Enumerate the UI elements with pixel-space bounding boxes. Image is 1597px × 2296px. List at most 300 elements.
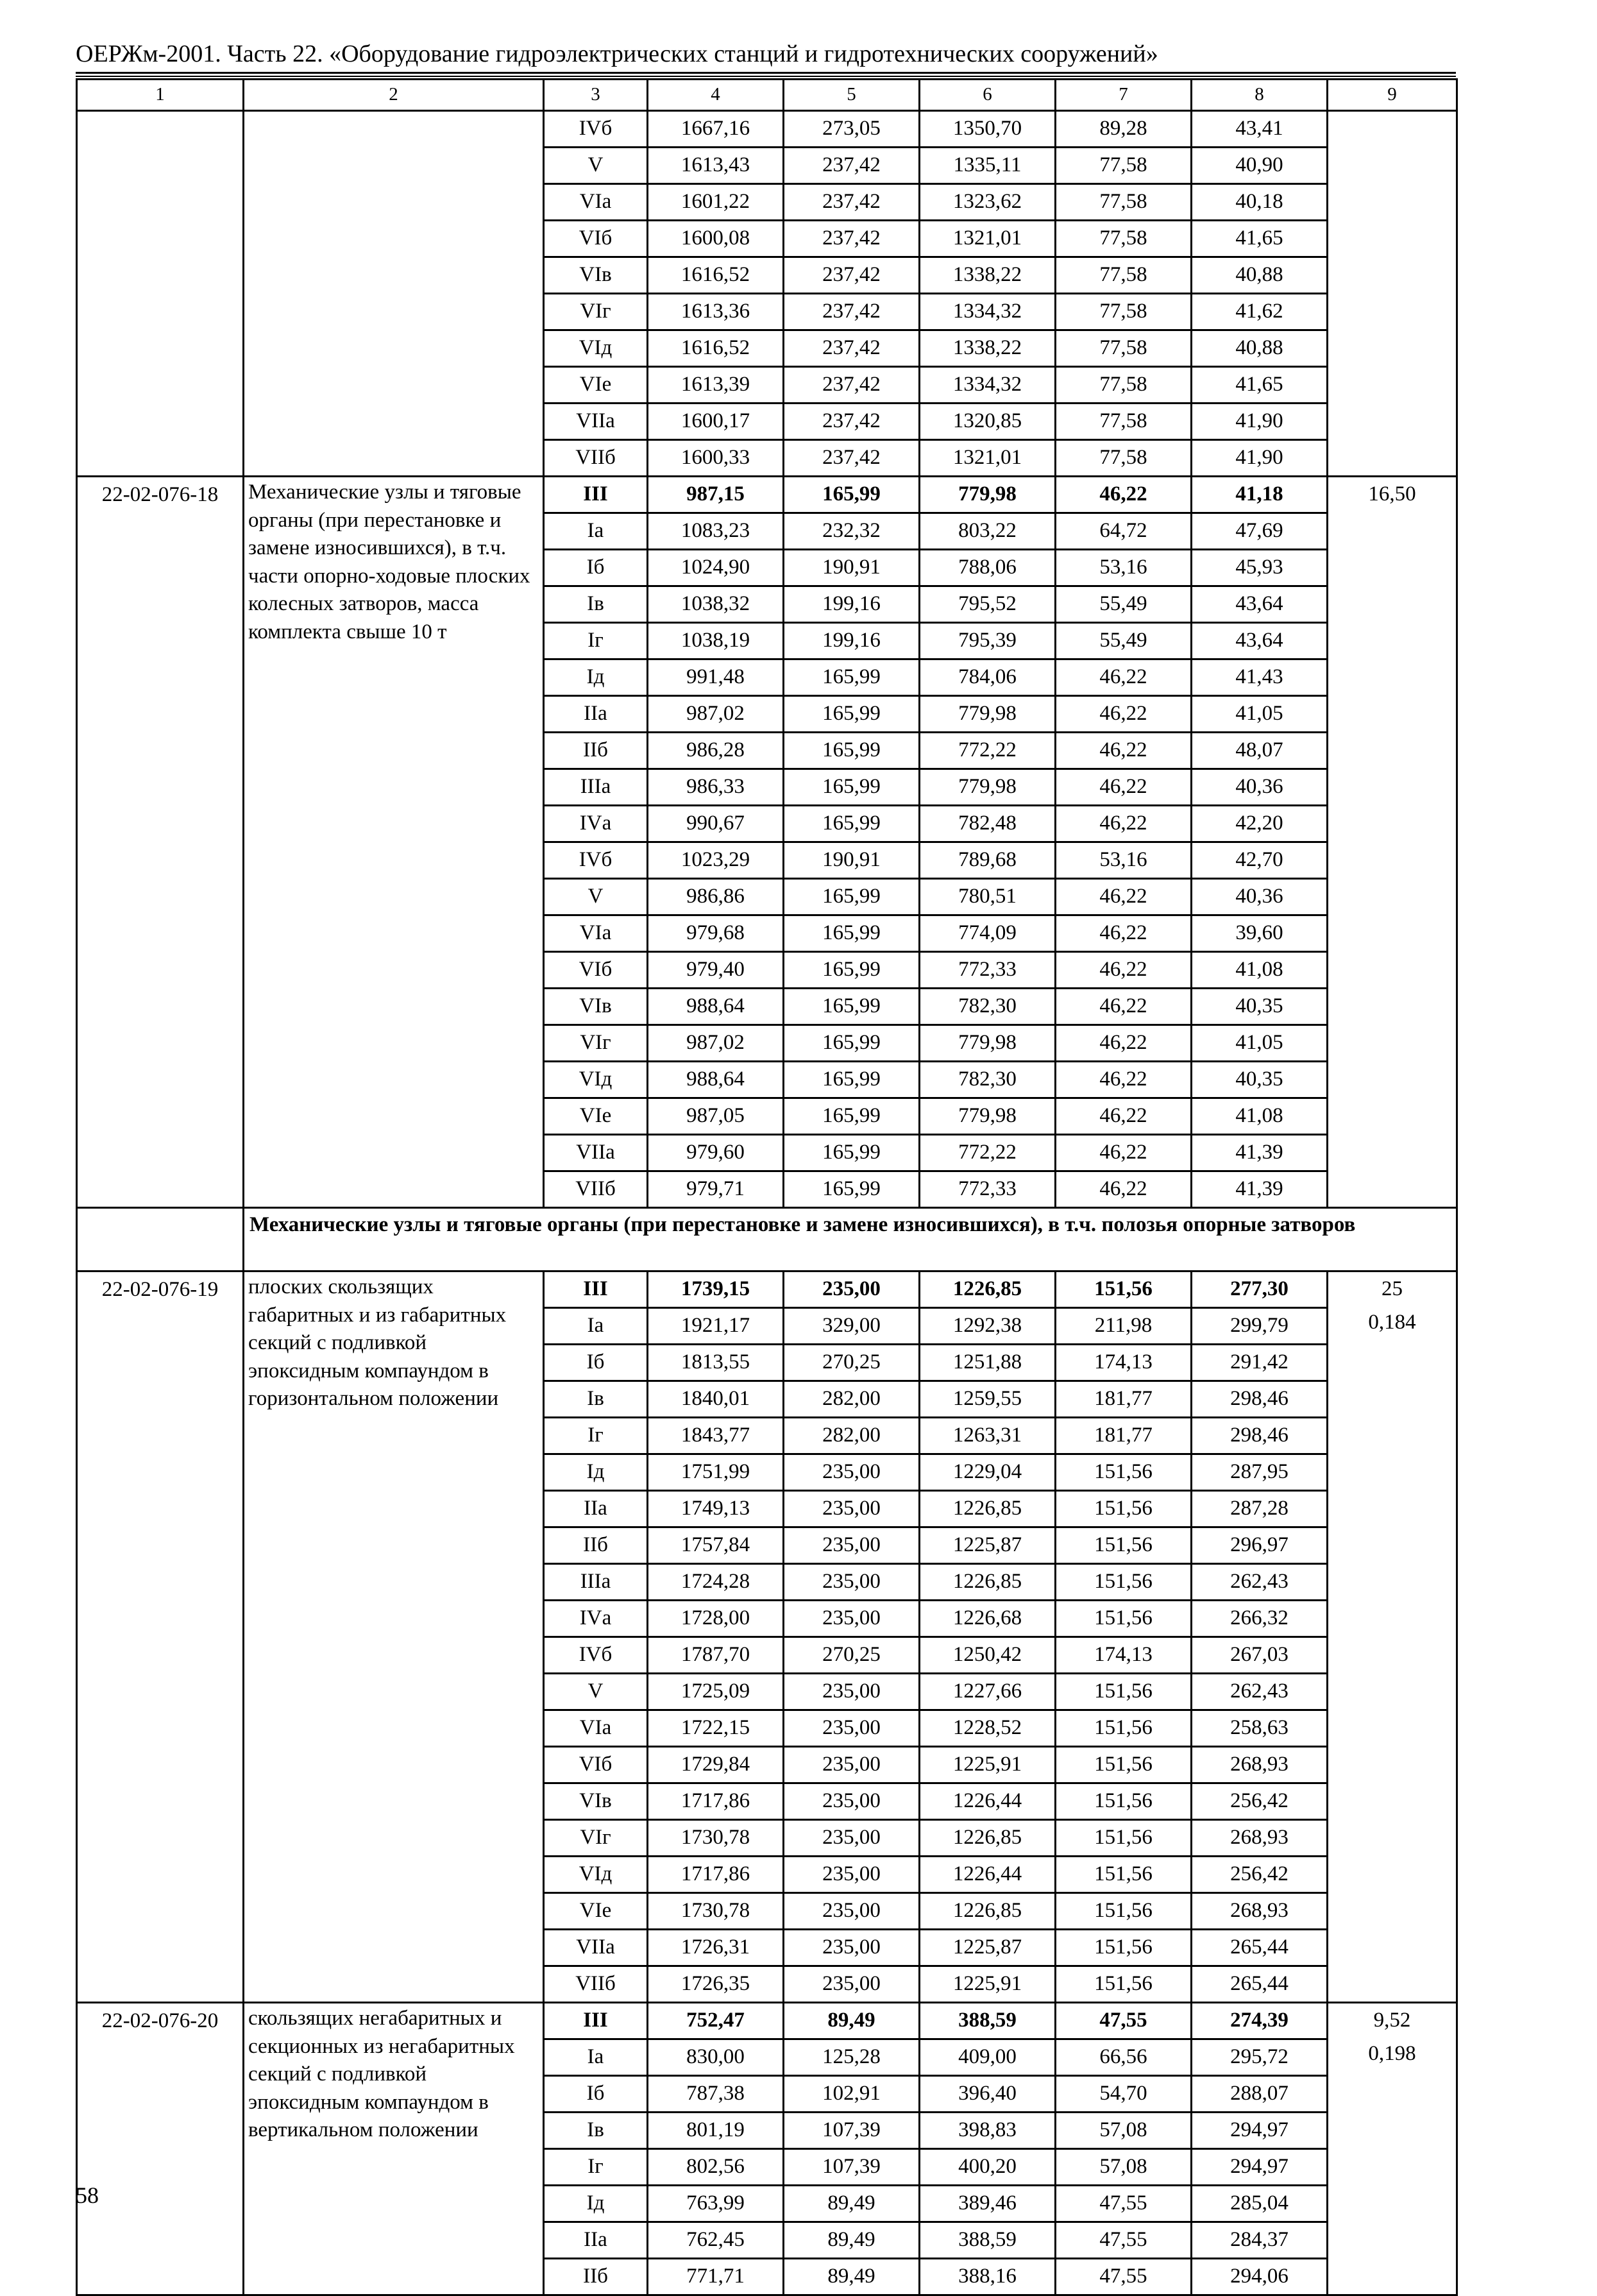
territorial-category: IVб bbox=[544, 842, 648, 879]
value-cell: 151,56 bbox=[1056, 1271, 1192, 1308]
value-cell: 396,40 bbox=[920, 2076, 1056, 2113]
value-cell: 47,69 bbox=[1192, 513, 1328, 550]
territorial-category: Iд bbox=[544, 2186, 648, 2222]
value-cell: 47,55 bbox=[1056, 2003, 1192, 2039]
value-cell: 77,58 bbox=[1056, 184, 1192, 221]
value-cell: 772,33 bbox=[920, 1171, 1056, 1208]
value-cell: 151,56 bbox=[1056, 1527, 1192, 1564]
col9-cell bbox=[1328, 1271, 1457, 2003]
territorial-category: VIIб bbox=[544, 1171, 648, 1208]
value-cell: 47,55 bbox=[1056, 2222, 1192, 2259]
value-cell: 151,56 bbox=[1056, 1747, 1192, 1783]
value-cell: 1083,23 bbox=[648, 513, 784, 550]
territorial-category: VIд bbox=[544, 1062, 648, 1098]
value-cell: 1613,39 bbox=[648, 367, 784, 404]
value-cell: 165,99 bbox=[784, 915, 920, 952]
value-cell: 151,56 bbox=[1056, 1710, 1192, 1747]
value-cell: 46,22 bbox=[1056, 915, 1192, 952]
value-cell: 151,56 bbox=[1056, 1491, 1192, 1527]
value-cell: 55,49 bbox=[1056, 623, 1192, 659]
value-cell: 151,56 bbox=[1056, 1966, 1192, 2003]
territorial-category: IVа bbox=[544, 1601, 648, 1637]
column-number: 2 bbox=[244, 80, 544, 111]
value-cell: 1751,99 bbox=[648, 1454, 784, 1491]
territorial-category: IVб bbox=[544, 111, 648, 148]
value-cell: 1225,91 bbox=[920, 1966, 1056, 2003]
value-cell: 46,22 bbox=[1056, 477, 1192, 513]
value-cell: 66,56 bbox=[1056, 2039, 1192, 2076]
value-cell: 1726,35 bbox=[648, 1966, 784, 2003]
value-cell: 270,25 bbox=[784, 1637, 920, 1674]
value-cell: 273,05 bbox=[784, 111, 920, 148]
value-cell: 1225,87 bbox=[920, 1527, 1056, 1564]
territorial-category: III bbox=[544, 2003, 648, 2039]
value-cell: 151,56 bbox=[1056, 1601, 1192, 1637]
value-cell: 987,02 bbox=[648, 696, 784, 733]
page-number: 58 bbox=[76, 2182, 99, 2208]
value-cell: 830,00 bbox=[648, 2039, 784, 2076]
value-cell: 1724,28 bbox=[648, 1564, 784, 1601]
value-cell: 987,05 bbox=[648, 1098, 784, 1135]
territorial-category: IVа bbox=[544, 806, 648, 842]
column-number: 9 bbox=[1328, 80, 1457, 111]
value-cell: 165,99 bbox=[784, 989, 920, 1025]
table-row bbox=[77, 111, 1457, 148]
value-cell: 258,63 bbox=[1192, 1710, 1328, 1747]
value-cell: 46,22 bbox=[1056, 1171, 1192, 1208]
value-cell: 1334,32 bbox=[920, 367, 1056, 404]
value-cell: 107,39 bbox=[784, 2113, 920, 2149]
value-cell: 47,55 bbox=[1056, 2259, 1192, 2295]
value-cell: 298,46 bbox=[1192, 1381, 1328, 1418]
value-cell: 1227,66 bbox=[920, 1674, 1056, 1710]
table-row bbox=[77, 477, 1457, 513]
value-cell: 237,42 bbox=[784, 221, 920, 257]
value-cell: 266,32 bbox=[1192, 1601, 1328, 1637]
value-cell: 1226,85 bbox=[920, 1893, 1056, 1930]
value-cell: 329,00 bbox=[784, 1308, 920, 1345]
value-cell: 40,35 bbox=[1192, 1062, 1328, 1098]
column-number: 5 bbox=[784, 80, 920, 111]
value-cell: 782,48 bbox=[920, 806, 1056, 842]
value-cell: 291,42 bbox=[1192, 1345, 1328, 1381]
value-cell: 151,56 bbox=[1056, 1857, 1192, 1893]
value-cell: 1292,38 bbox=[920, 1308, 1056, 1345]
territorial-category: VIе bbox=[544, 1893, 648, 1930]
value-cell: 388,59 bbox=[920, 2222, 1056, 2259]
value-cell: 77,58 bbox=[1056, 440, 1192, 477]
value-cell: 47,55 bbox=[1056, 2186, 1192, 2222]
value-cell: 986,33 bbox=[648, 769, 784, 806]
value-cell: 165,99 bbox=[784, 1062, 920, 1098]
territorial-category: VIг bbox=[544, 294, 648, 330]
column-number: 6 bbox=[920, 80, 1056, 111]
value-cell: 107,39 bbox=[784, 2149, 920, 2186]
value-cell: 1728,00 bbox=[648, 1601, 784, 1637]
col9-value: 16,50 bbox=[1368, 482, 1416, 506]
value-cell: 1787,70 bbox=[648, 1637, 784, 1674]
column-number: 1 bbox=[77, 80, 244, 111]
territorial-category: VIа bbox=[544, 184, 648, 221]
value-cell: 779,98 bbox=[920, 1025, 1056, 1062]
value-cell: 43,64 bbox=[1192, 623, 1328, 659]
territorial-category: V bbox=[544, 148, 648, 184]
value-cell: 772,22 bbox=[920, 733, 1056, 769]
territorial-category: III bbox=[544, 1271, 648, 1308]
value-cell: 285,04 bbox=[1192, 2186, 1328, 2222]
value-cell: 46,22 bbox=[1056, 952, 1192, 989]
value-cell: 46,22 bbox=[1056, 989, 1192, 1025]
table-row bbox=[77, 2003, 1457, 2039]
value-cell: 1250,42 bbox=[920, 1637, 1056, 1674]
value-cell: 991,48 bbox=[648, 659, 784, 696]
value-cell: 1259,55 bbox=[920, 1381, 1056, 1418]
rate-code bbox=[77, 111, 244, 477]
value-cell: 77,58 bbox=[1056, 221, 1192, 257]
value-cell: 165,99 bbox=[784, 696, 920, 733]
column-number: 4 bbox=[648, 80, 784, 111]
value-cell: 1616,52 bbox=[648, 257, 784, 294]
value-cell: 988,64 bbox=[648, 989, 784, 1025]
value-cell: 46,22 bbox=[1056, 659, 1192, 696]
value-cell: 1730,78 bbox=[648, 1820, 784, 1857]
value-cell: 41,08 bbox=[1192, 952, 1328, 989]
value-cell: 979,71 bbox=[648, 1171, 784, 1208]
value-cell: 803,22 bbox=[920, 513, 1056, 550]
value-cell: 165,99 bbox=[784, 477, 920, 513]
value-cell: 990,67 bbox=[648, 806, 784, 842]
value-cell: 43,64 bbox=[1192, 586, 1328, 623]
value-cell: 1321,01 bbox=[920, 440, 1056, 477]
value-cell: 42,70 bbox=[1192, 842, 1328, 879]
territorial-category: IIб bbox=[544, 2259, 648, 2295]
value-cell: 1226,85 bbox=[920, 1820, 1056, 1857]
value-cell: 102,91 bbox=[784, 2076, 920, 2113]
value-cell: 190,91 bbox=[784, 842, 920, 879]
value-cell: 89,49 bbox=[784, 2003, 920, 2039]
value-cell: 988,64 bbox=[648, 1062, 784, 1098]
value-cell: 54,70 bbox=[1056, 2076, 1192, 2113]
value-cell: 795,39 bbox=[920, 623, 1056, 659]
value-cell: 262,43 bbox=[1192, 1674, 1328, 1710]
value-cell: 235,00 bbox=[784, 1783, 920, 1820]
value-cell: 1226,44 bbox=[920, 1783, 1056, 1820]
value-cell: 1717,86 bbox=[648, 1783, 784, 1820]
value-cell: 235,00 bbox=[784, 1710, 920, 1747]
value-cell: 772,33 bbox=[920, 952, 1056, 989]
territorial-category: Iв bbox=[544, 586, 648, 623]
value-cell: 1251,88 bbox=[920, 1345, 1056, 1381]
value-cell: 235,00 bbox=[784, 1271, 920, 1308]
territorial-category: V bbox=[544, 879, 648, 915]
value-cell: 165,99 bbox=[784, 733, 920, 769]
territorial-category: Iв bbox=[544, 1381, 648, 1418]
value-cell: 784,06 bbox=[920, 659, 1056, 696]
header-rule bbox=[76, 72, 1456, 74]
value-cell: 774,09 bbox=[920, 915, 1056, 952]
territorial-category: Iб bbox=[544, 1345, 648, 1381]
value-cell: 268,93 bbox=[1192, 1820, 1328, 1857]
territorial-category: IIIа bbox=[544, 1564, 648, 1601]
value-cell: 1350,70 bbox=[920, 111, 1056, 148]
value-cell: 1757,84 bbox=[648, 1527, 784, 1564]
value-cell: 1813,55 bbox=[648, 1345, 784, 1381]
value-cell: 46,22 bbox=[1056, 879, 1192, 915]
value-cell: 41,65 bbox=[1192, 221, 1328, 257]
column-number-row bbox=[77, 80, 1457, 111]
value-cell: 41,43 bbox=[1192, 659, 1328, 696]
territorial-category: VIIб bbox=[544, 440, 648, 477]
rate-code: 22-02-076-19 bbox=[77, 1271, 244, 2003]
value-cell: 235,00 bbox=[784, 1893, 920, 1930]
territorial-category: VIд bbox=[544, 330, 648, 367]
value-cell: 1225,87 bbox=[920, 1930, 1056, 1966]
value-cell: 1717,86 bbox=[648, 1857, 784, 1893]
value-cell: 1600,17 bbox=[648, 404, 784, 440]
value-cell: 151,56 bbox=[1056, 1820, 1192, 1857]
rates-table bbox=[76, 78, 1458, 2296]
value-cell: 780,51 bbox=[920, 879, 1056, 915]
value-cell: 41,05 bbox=[1192, 1025, 1328, 1062]
value-cell: 762,45 bbox=[648, 2222, 784, 2259]
value-cell: 1840,01 bbox=[648, 1381, 784, 1418]
col9-value: 25 bbox=[1382, 1277, 1403, 1300]
value-cell: 1726,31 bbox=[648, 1930, 784, 1966]
column-number: 7 bbox=[1056, 80, 1192, 111]
value-cell: 151,56 bbox=[1056, 1674, 1192, 1710]
value-cell: 40,88 bbox=[1192, 257, 1328, 294]
value-cell: 1613,36 bbox=[648, 294, 784, 330]
value-cell: 46,22 bbox=[1056, 1025, 1192, 1062]
value-cell: 237,42 bbox=[784, 330, 920, 367]
territorial-category: VIа bbox=[544, 1710, 648, 1747]
value-cell: 39,60 bbox=[1192, 915, 1328, 952]
value-cell: 151,56 bbox=[1056, 1893, 1192, 1930]
value-cell: 57,08 bbox=[1056, 2149, 1192, 2186]
value-cell: 235,00 bbox=[784, 1820, 920, 1857]
value-cell: 1921,17 bbox=[648, 1308, 784, 1345]
value-cell: 1334,32 bbox=[920, 294, 1056, 330]
value-cell: 795,52 bbox=[920, 586, 1056, 623]
value-cell: 1730,78 bbox=[648, 1893, 784, 1930]
value-cell: 779,98 bbox=[920, 477, 1056, 513]
value-cell: 1335,11 bbox=[920, 148, 1056, 184]
value-cell: 46,22 bbox=[1056, 806, 1192, 842]
value-cell: 165,99 bbox=[784, 1135, 920, 1171]
value-cell: 1667,16 bbox=[648, 111, 784, 148]
value-cell: 265,44 bbox=[1192, 1966, 1328, 2003]
value-cell: 1038,19 bbox=[648, 623, 784, 659]
value-cell: 295,72 bbox=[1192, 2039, 1328, 2076]
value-cell: 771,71 bbox=[648, 2259, 784, 2295]
value-cell: 277,30 bbox=[1192, 1271, 1328, 1308]
col9-cell bbox=[1328, 477, 1457, 1208]
value-cell: 64,72 bbox=[1056, 513, 1192, 550]
territorial-category: Iб bbox=[544, 550, 648, 586]
value-cell: 151,56 bbox=[1056, 1454, 1192, 1491]
value-cell: 41,08 bbox=[1192, 1098, 1328, 1135]
value-cell: 268,93 bbox=[1192, 1893, 1328, 1930]
value-cell: 1843,77 bbox=[648, 1418, 784, 1454]
table-row bbox=[77, 1271, 1457, 1308]
territorial-category: VIе bbox=[544, 367, 648, 404]
value-cell: 77,58 bbox=[1056, 294, 1192, 330]
value-cell: 256,42 bbox=[1192, 1857, 1328, 1893]
territorial-category: Iа bbox=[544, 1308, 648, 1345]
territorial-category: VIв bbox=[544, 257, 648, 294]
value-cell: 987,02 bbox=[648, 1025, 784, 1062]
value-cell: 43,41 bbox=[1192, 111, 1328, 148]
value-cell: 1323,62 bbox=[920, 184, 1056, 221]
territorial-category: IIб bbox=[544, 1527, 648, 1564]
value-cell: 262,43 bbox=[1192, 1564, 1328, 1601]
value-cell: 53,16 bbox=[1056, 842, 1192, 879]
value-cell: 294,97 bbox=[1192, 2113, 1328, 2149]
value-cell: 801,19 bbox=[648, 2113, 784, 2149]
value-cell: 235,00 bbox=[784, 1491, 920, 1527]
value-cell: 1226,85 bbox=[920, 1271, 1056, 1308]
value-cell: 1229,04 bbox=[920, 1454, 1056, 1491]
value-cell: 46,22 bbox=[1056, 1135, 1192, 1171]
value-cell: 388,16 bbox=[920, 2259, 1056, 2295]
value-cell: 46,22 bbox=[1056, 1062, 1192, 1098]
value-cell: 1600,33 bbox=[648, 440, 784, 477]
value-cell: 165,99 bbox=[784, 1098, 920, 1135]
value-cell: 294,97 bbox=[1192, 2149, 1328, 2186]
value-cell: 77,58 bbox=[1056, 367, 1192, 404]
rate-code: 22-02-076-20 bbox=[77, 2003, 244, 2295]
work-name: Механические узлы и тяговые органы (при перестановке и замене износившихся), в т.ч. части опорно-ходовые плоских колесных затворов, масса комплекта свыше 10 т bbox=[244, 477, 544, 1208]
column-number: 8 bbox=[1192, 80, 1328, 111]
value-cell: 284,37 bbox=[1192, 2222, 1328, 2259]
section-row bbox=[77, 1208, 1457, 1271]
value-cell: 40,36 bbox=[1192, 769, 1328, 806]
value-cell: 151,56 bbox=[1056, 1564, 1192, 1601]
value-cell: 125,28 bbox=[784, 2039, 920, 2076]
value-cell: 40,36 bbox=[1192, 879, 1328, 915]
territorial-category: Iг bbox=[544, 623, 648, 659]
territorial-category: Iа bbox=[544, 513, 648, 550]
territorial-category: VIв bbox=[544, 989, 648, 1025]
value-cell: 1613,43 bbox=[648, 148, 784, 184]
territorial-category: Iд bbox=[544, 1454, 648, 1491]
value-cell: 77,58 bbox=[1056, 404, 1192, 440]
value-cell: 165,99 bbox=[784, 806, 920, 842]
value-cell: 199,16 bbox=[784, 623, 920, 659]
value-cell: 151,56 bbox=[1056, 1783, 1192, 1820]
value-cell: 237,42 bbox=[784, 294, 920, 330]
value-cell: 46,22 bbox=[1056, 733, 1192, 769]
value-cell: 1321,01 bbox=[920, 221, 1056, 257]
value-cell: 237,42 bbox=[784, 440, 920, 477]
work-name bbox=[244, 111, 544, 477]
territorial-category: VIб bbox=[544, 221, 648, 257]
territorial-category: Iв bbox=[544, 2113, 648, 2149]
territorial-category: VIIа bbox=[544, 404, 648, 440]
value-cell: 282,00 bbox=[784, 1418, 920, 1454]
value-cell: 1338,22 bbox=[920, 257, 1056, 294]
value-cell: 256,42 bbox=[1192, 1783, 1328, 1820]
value-cell: 287,28 bbox=[1192, 1491, 1328, 1527]
value-cell: 41,65 bbox=[1192, 367, 1328, 404]
territorial-category: Iг bbox=[544, 2149, 648, 2186]
value-cell: 1263,31 bbox=[920, 1418, 1056, 1454]
value-cell: 235,00 bbox=[784, 1564, 920, 1601]
value-cell: 235,00 bbox=[784, 1857, 920, 1893]
value-cell: 296,97 bbox=[1192, 1527, 1328, 1564]
value-cell: 789,68 bbox=[920, 842, 1056, 879]
value-cell: 46,22 bbox=[1056, 769, 1192, 806]
value-cell: 41,05 bbox=[1192, 696, 1328, 733]
column-number: 3 bbox=[544, 80, 648, 111]
value-cell: 40,88 bbox=[1192, 330, 1328, 367]
value-cell: 1600,08 bbox=[648, 221, 784, 257]
value-cell: 298,46 bbox=[1192, 1418, 1328, 1454]
territorial-category: VIг bbox=[544, 1820, 648, 1857]
value-cell: 55,49 bbox=[1056, 586, 1192, 623]
value-cell: 235,00 bbox=[784, 1601, 920, 1637]
territorial-category: IIа bbox=[544, 696, 648, 733]
value-cell: 1038,32 bbox=[648, 586, 784, 623]
value-cell: 235,00 bbox=[784, 1454, 920, 1491]
territorial-category: VIв bbox=[544, 1783, 648, 1820]
value-cell: 388,59 bbox=[920, 2003, 1056, 2039]
territorial-category: IIа bbox=[544, 2222, 648, 2259]
value-cell: 1226,68 bbox=[920, 1601, 1056, 1637]
value-cell: 986,28 bbox=[648, 733, 784, 769]
value-cell: 282,00 bbox=[784, 1381, 920, 1418]
territorial-category: VIIб bbox=[544, 1966, 648, 2003]
col9-value: 0,198 bbox=[1368, 2042, 1416, 2065]
value-cell: 89,49 bbox=[784, 2259, 920, 2295]
col9-cell bbox=[1328, 2003, 1457, 2295]
value-cell: 782,30 bbox=[920, 1062, 1056, 1098]
work-name: скользящих негабаритных и секционных из негабаритных секций с подливкой эпоксидным компаундом в вертикальном положении bbox=[244, 2003, 544, 2295]
value-cell: 77,58 bbox=[1056, 330, 1192, 367]
value-cell: 779,98 bbox=[920, 1098, 1056, 1135]
territorial-category: Iд bbox=[544, 659, 648, 696]
value-cell: 979,68 bbox=[648, 915, 784, 952]
value-cell: 1320,85 bbox=[920, 404, 1056, 440]
value-cell: 389,46 bbox=[920, 2186, 1056, 2222]
value-cell: 211,98 bbox=[1056, 1308, 1192, 1345]
value-cell: 165,99 bbox=[784, 1025, 920, 1062]
value-cell: 299,79 bbox=[1192, 1308, 1328, 1345]
value-cell: 287,95 bbox=[1192, 1454, 1328, 1491]
value-cell: 45,93 bbox=[1192, 550, 1328, 586]
value-cell: 41,39 bbox=[1192, 1135, 1328, 1171]
territorial-category: IIб bbox=[544, 733, 648, 769]
value-cell: 1749,13 bbox=[648, 1491, 784, 1527]
value-cell: 165,99 bbox=[784, 769, 920, 806]
value-cell: 53,16 bbox=[1056, 550, 1192, 586]
territorial-category: VIIа bbox=[544, 1930, 648, 1966]
territorial-category: Iг bbox=[544, 1418, 648, 1454]
territorial-category: III bbox=[544, 477, 648, 513]
value-cell: 89,49 bbox=[784, 2222, 920, 2259]
value-cell: 987,15 bbox=[648, 477, 784, 513]
value-cell: 165,99 bbox=[784, 952, 920, 989]
value-cell: 235,00 bbox=[784, 1930, 920, 1966]
value-cell: 40,90 bbox=[1192, 148, 1328, 184]
rate-code: 22-02-076-18 bbox=[77, 477, 244, 1208]
value-cell: 165,99 bbox=[784, 879, 920, 915]
value-cell: 1226,85 bbox=[920, 1491, 1056, 1527]
value-cell: 41,18 bbox=[1192, 477, 1328, 513]
value-cell: 181,77 bbox=[1056, 1418, 1192, 1454]
value-cell: 1739,15 bbox=[648, 1271, 784, 1308]
value-cell: 779,98 bbox=[920, 769, 1056, 806]
